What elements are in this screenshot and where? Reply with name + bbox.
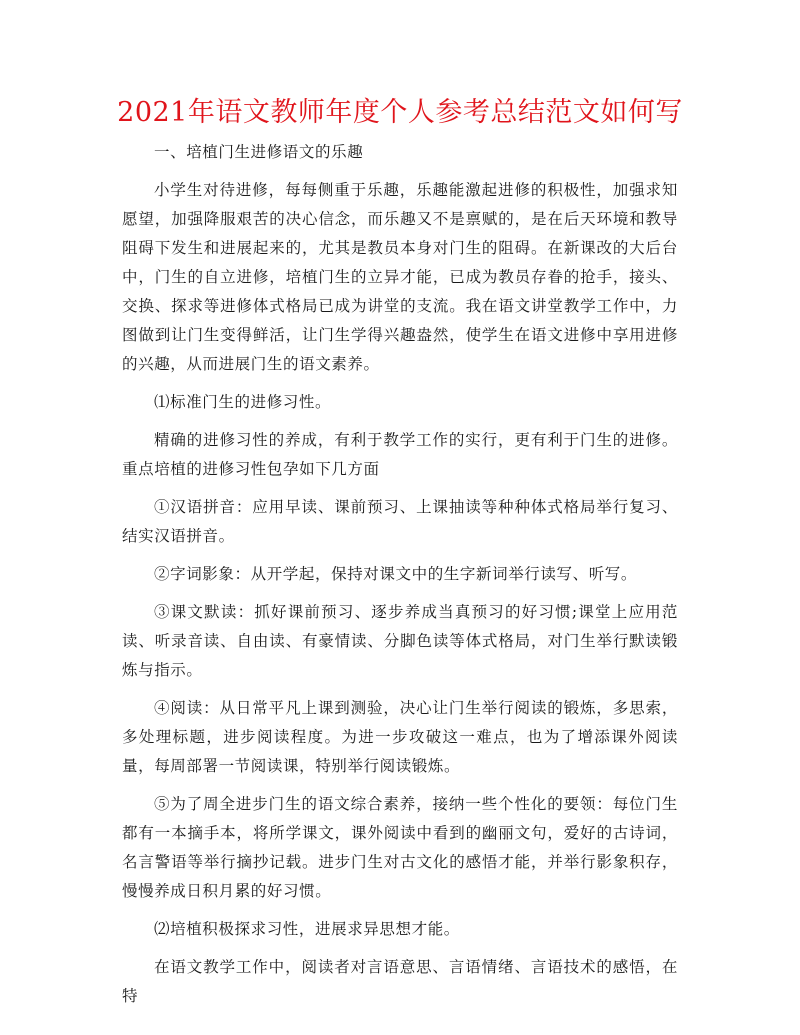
list-item: ⑤为了周全进步门生的语文综合素养，接纳一些个性化的要领：每位门生都有一本摘手本，将所学课文，课外阅读中看到的幽丽文句，爱好的古诗词，名言警语等举行摘抄记载。进步门生对古文化的感悟才能，并举行影象积存，慢慢养成日积月累的好习惯。 bbox=[122, 795, 678, 900]
document-body bbox=[122, 138, 678, 1020]
section-heading: 一、培植门生进修语文的乐趣 bbox=[154, 143, 364, 161]
list-item: ④阅读：从日常平凡上课到测验，决心让门生举行阅读的锻炼，多思索，多处理标题，进步阅读程度。为进一步攻破这一难点，也为了增添课外阅读量，每周部署一节阅读课，特别举行阅读锻炼。 bbox=[122, 699, 678, 775]
list-item: ②字词影象：从开学起，保持对课文中的生字新词举行读写、听写。 bbox=[154, 565, 638, 583]
list-item: ③课文默读：抓好课前预习、逐步养成当真预习的好习惯;课堂上应用范读、听录音读、自由读、有豪情读、分脚色读等体式格局，对门生举行默读锻炼与指示。 bbox=[122, 603, 678, 679]
subsection-heading: ⑵培植积极探求习性，进展求异思想才能。 bbox=[154, 920, 460, 938]
paragraph: 在语文教学工作中，阅读者对言语意思、言语情绪、言语技术的感悟，在特 bbox=[122, 958, 678, 1005]
list-item: ①汉语拼音：应用早读、课前预习、上课抽读等种种体式格局举行复习、结实汉语拼音。 bbox=[122, 498, 678, 545]
document-title: 2021年语文教师年度个人参考总结范文如何写 bbox=[117, 97, 683, 128]
paragraph: 小学生对待进修，每每侧重于乐趣，乐趣能激起进修的积极性，加强求知愿望，加强降服艰苦的决心信念，而乐趣又不是禀赋的，是在后天环境和教导阻碍下发生和进展起来的，尤其是教员本身对门生的阻碍。在新课改的大后台中，门生的自立进修，培植门生的立异才能，已成为教员存眷的抢手，接头、交换、探求等进修体式格局已成为讲堂的支流。我在语文讲堂教学工作中，力图做到让门生变得鲜活，让门生学得兴趣盎然，使学生在语文进修中享用进修的兴趣，从而进展门生的语文素养。 bbox=[122, 181, 678, 373]
subsection-heading: ⑴标准门生的进修习性。 bbox=[154, 393, 332, 411]
paragraph: 精确的进修习性的养成，有利于教学工作的实行，更有利于门生的进修。重点培植的进修习性包孕如下几方面 bbox=[122, 431, 678, 478]
